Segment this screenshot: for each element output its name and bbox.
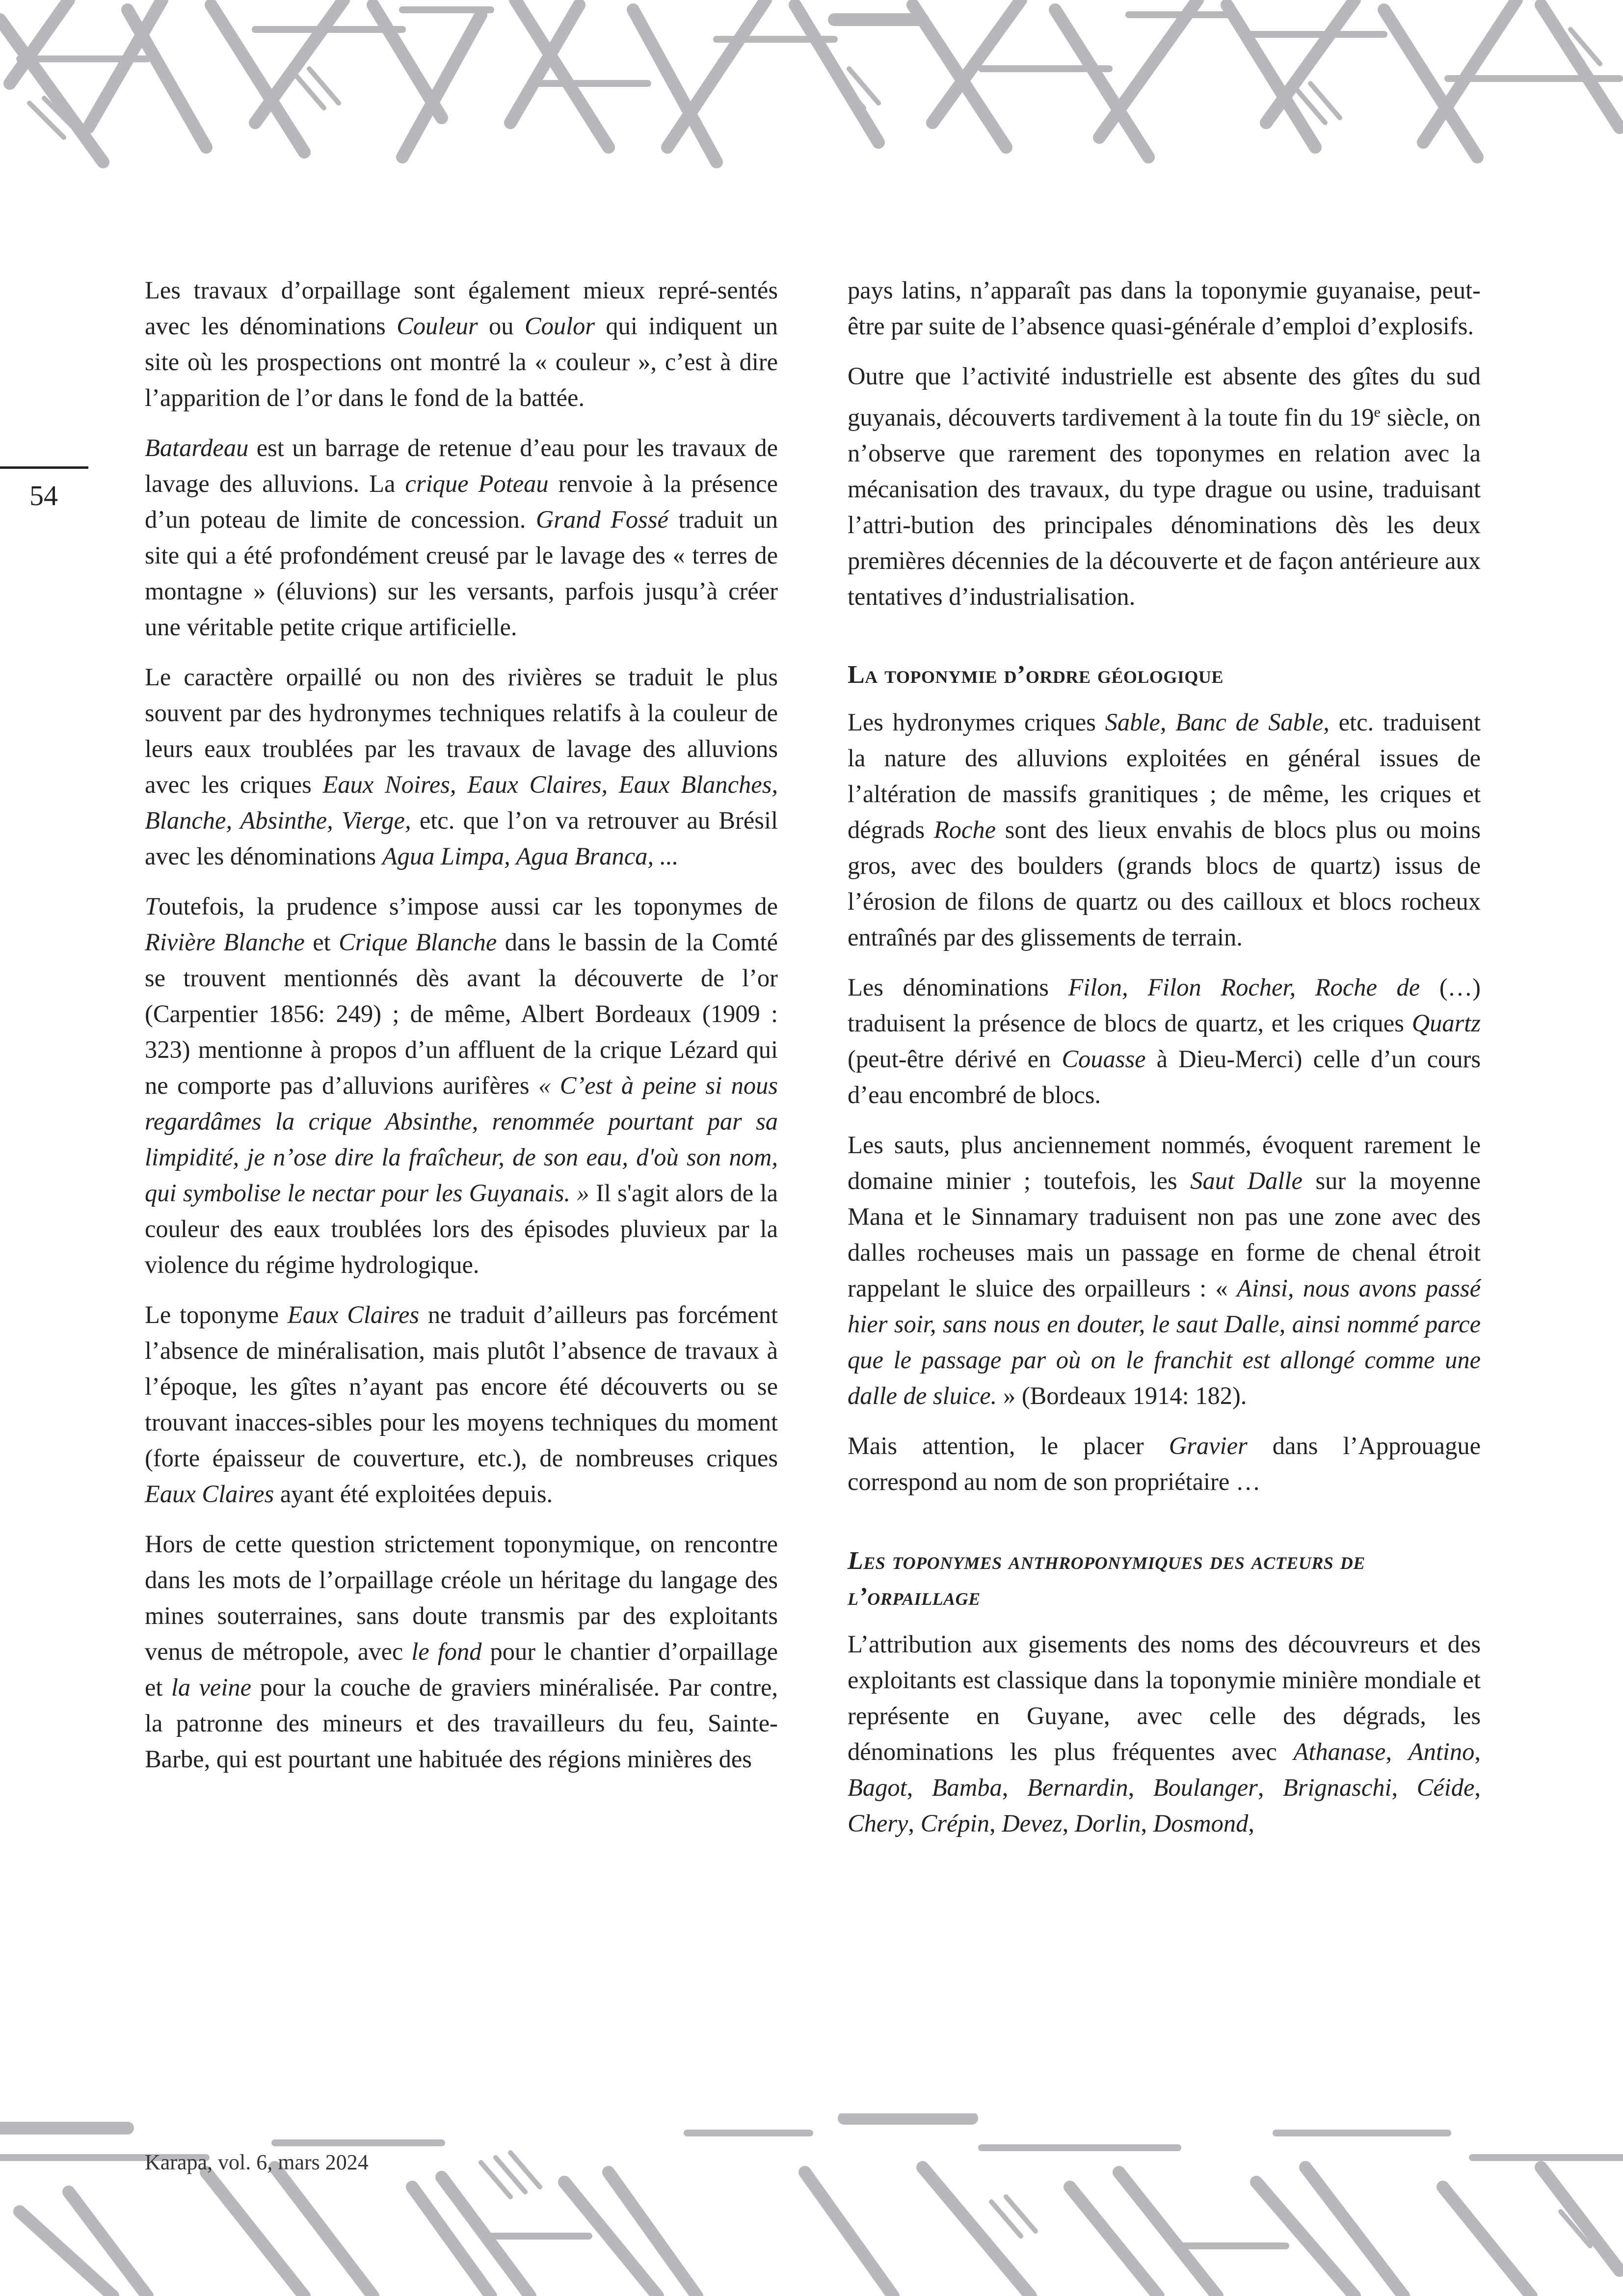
body-paragraph: Les dénominations Filon, Filon Rocher, Roche de (…) traduisent la présence de blocs de quartz, et les criques Quartz (peut-être dérivé en Couasse à Dieu-Merci) celle d’un cours d’eau encombré de blocs. <box>848 973 1481 1108</box>
body-paragraph: L’attribution aux gisements des noms des découvreurs et des exploitants est classique dans la toponymie minière mondiale et représente en Guyane, avec celle des dégrads, les dénominations les plus fréquentes avec Athanase, Antino, Bagot, Bamba, Bernardin, Boulanger, Brignaschi, Céide, Chery, Crépin, Devez, Dorlin, Dosmond, <box>848 1630 1481 1837</box>
body-paragraph: Le caractère orpaillé ou non des rivières se traduit le plus souvent par des hydronymes techniques relatifs à la couleur de leurs eaux troublées par les travaux de lavage des alluvions avec les criques Eaux Noires, Eaux Claires, Eaux Blanches, Blanche, Absinthe, Vierge, etc. que l’on va retrouver au Brésil avec les dénominations Agua Limpa, Agua Branca, ... <box>145 663 778 870</box>
page-number: 54 <box>29 480 58 512</box>
body-paragraph: pays latins, n’apparaît pas dans la toponymie guyanaise, peut-être par suite de l’absence quasi-générale d’emploi d’explosifs. <box>848 276 1481 340</box>
body-paragraph: Le toponyme Eaux Claires ne traduit d’ailleurs pas forcément l’absence de minéralisation, mais plutôt l’absence de travaux à l’époque, les gîtes n’ayant pas encore été découverts ou se trouvant inacces-sibles pour les moyens techniques du moment (forte épaisseur de couverture, etc.), de nombreuses criques Eaux Claires ayant été exploitées depuis. <box>145 1301 778 1508</box>
footer-citation: Karapa, vol. 6, mars 2024 <box>145 2150 369 2174</box>
left-column <box>145 272 778 1791</box>
decorative-top-pattern <box>0 0 1623 172</box>
body-paragraph: Toutefois, la prudence s’impose aussi car les toponymes de Rivière Blanche et Crique Blanche dans le bassin de la Comté se trouvent mentionnés dès avant la découverte de l’or (Carpentier 1856: 249) ; de même, Albert Bordeaux (1909 : 323) mentionne à propos d’un affluent de la crique Lézard qui ne comporte pas d’alluvions aurifères « C’est à peine si nous regardâmes la crique Absinthe, renommée pourtant par sa limpidité, je n’ose dire la fraîcheur, de son eau, d'où son nom, qui symbolise le nectar pour les Guyanais. » Il s'agit alors de la couleur des eaux troublées lors des épisodes pluvieux par la violence du régime hydrologique. <box>145 892 778 1278</box>
section-heading-geologique: La toponymie d’ordre géologique <box>848 660 1224 689</box>
body-paragraph: Les sauts, plus anciennement nommés, évoquent rarement le domaine minier ; toutefois, les Saut Dalle sur la moyenne Mana et le Sinnamary traduisent non pas une zone avec des dalles rocheuses mais un passage en forme de chenal étroit rappelant le sluice des orpailleurs : « Ainsi, nous avons passé hier soir, sans nous en douter, le saut Dalle, ainsi nommé parce que le passage par où on le franchit est allongé comme une dalle de sluice. » (Bordeaux 1914: 182). <box>848 1131 1481 1409</box>
body-paragraph: Mais attention, le placer Gravier dans l’Approuague correspond au nom de son propriétaire … <box>848 1432 1481 1495</box>
body-paragraph: Les travaux d’orpaillage sont également mieux repré-sentés avec les dénominations Couleur ou Coulor qui indiquent un site où les prospections ont montré la « couleur », c’est à dire l’apparition de l’or dans le fond de la battée. <box>145 276 778 411</box>
body-paragraph: Batardeau est un barrage de retenue d’eau pour les travaux de lavage des alluvions. La crique Poteau renvoie à la présence d’un poteau de limite de concession. Grand Fossé traduit un site qui a été profondément creusé par le lavage des « terres de montagne » (éluvions) sur les versants, parfois jusqu’à créer une véritable petite crique artificielle. <box>145 434 778 641</box>
page-number-rule <box>0 466 88 469</box>
body-paragraph: Outre que l’activité industrielle est absente des gîtes du sud guyanais, découverts tardivement à la toute fin du 19e siècle, on n’observe que rarement des toponymes en relation avec la mécanisation des travaux, du type drague ou usine, traduisant l’attri-bution des principales dénominations dès les deux premières décennies de la découverte et de façon antérieure aux tentatives d’industrialisation. <box>848 362 1481 610</box>
decorative-bottom-pattern <box>0 2113 1623 2296</box>
body-paragraph: Hors de cette question strictement toponymique, on rencontre dans les mots de l’orpaillage créole un héritage du langage des mines souterraines, sans doute transmis par des exploitants venus de métropole, avec le fond pour le chantier d’orpaillage et la veine pour la couche de graviers minéralisée. Par contre, la patronne des mineurs et des travailleurs du feu, Sainte-Barbe, qui est pourtant une habituée des régions minières des <box>145 1530 778 1773</box>
body-paragraph: Les hydronymes criques Sable, Banc de Sable, etc. traduisent la nature des alluvions exploitées en général issues de l’altération de massifs granitiques ; de même, les criques et dégrads Roche sont des lieux envahis de blocs plus ou moins gros, avec des boulders (grands blocs de quartz) issus de l’érosion de filons de quartz ou des cailloux et blocs rocheux entraînés par des glissements de terrain. <box>848 708 1481 951</box>
right-column <box>848 272 1481 1856</box>
section-heading-anthroponymiques: Les toponymes anthroponymiques des acteurs de l’orpaillage <box>848 1546 1365 1611</box>
